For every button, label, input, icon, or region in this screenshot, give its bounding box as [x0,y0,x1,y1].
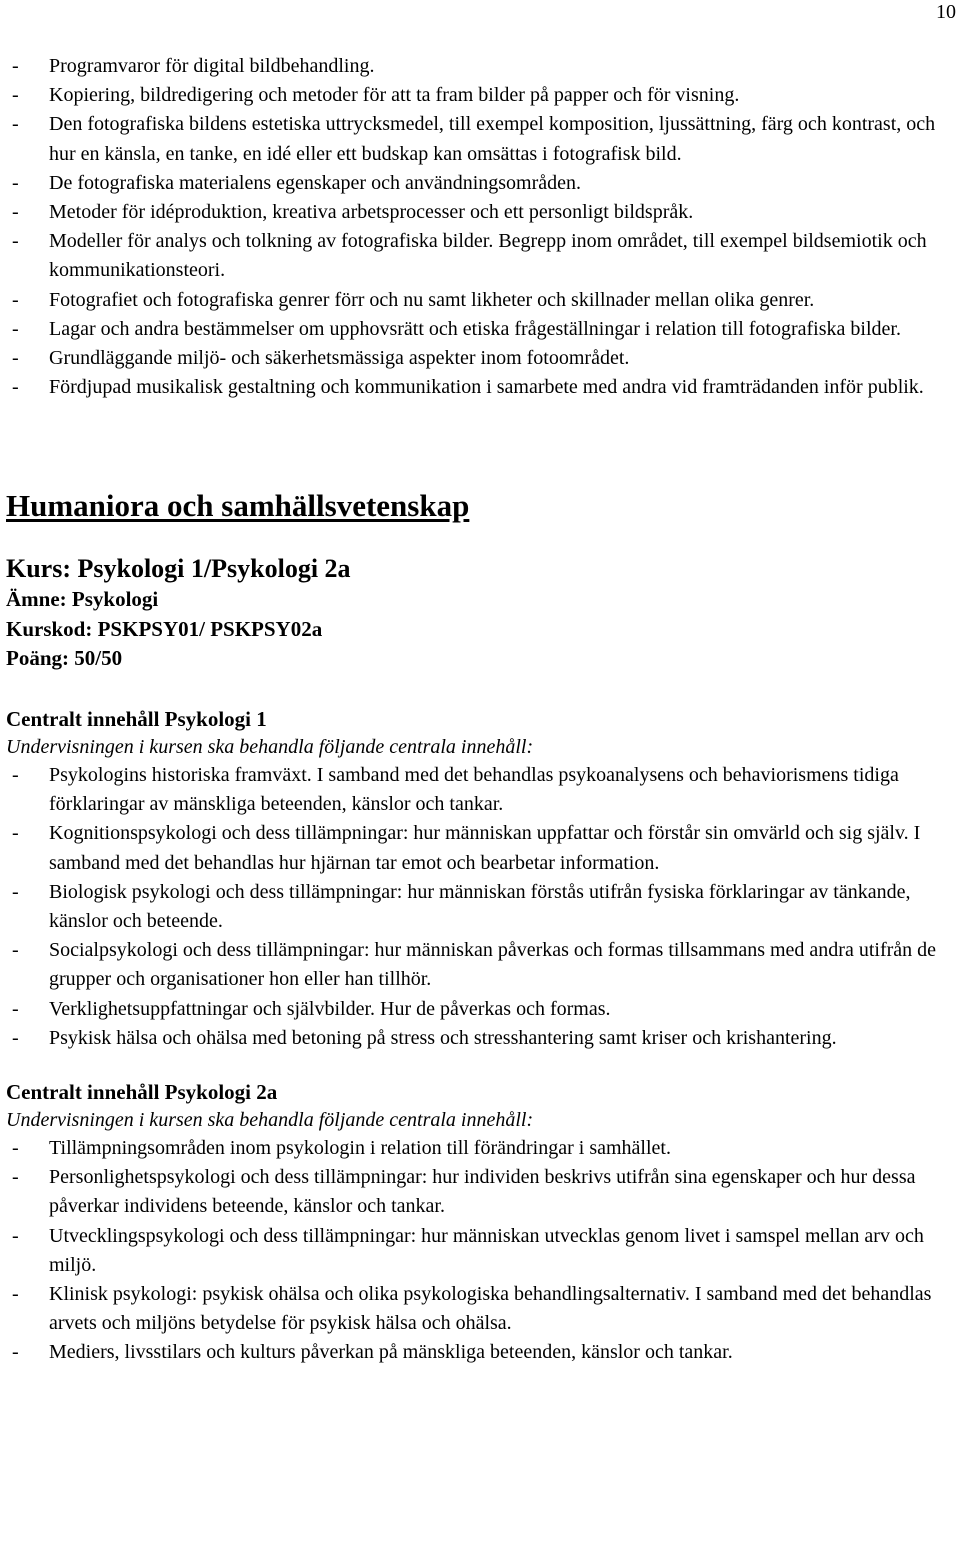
list-item: - Socialpsykologi och dess tillämpningar: hur människan påverkas och formas tillsammans med andra utifrån de grupper och organisationer hon eller han tillhör. [12,939,937,991]
list-item: - Lagar och andra bestämmelser om upphovsrätt och etiska frågeställningar i relation till fotografiska bilder. [12,317,901,340]
list-item: - Programvaror för digital bildbehandling. [12,55,375,77]
section-title: Humaniora och samhällsvetenskap [6,488,470,524]
psyk1-list [6,761,956,1053]
page-number: 10 [936,1,956,23]
list-item: - Mediers, livsstilars och kulturs påverkan på mänskliga beteenden, känslor och tankar. [12,1341,733,1364]
list-item: - Kopiering, bildredigering och metoder för att ta fram bilder på papper och för visning. [12,84,740,107]
list-item: - Klinisk psykologi: psykisk ohälsa och olika psykologiska behandlingsalternativ. I samband med det behandlas arvets och miljöns betydelse för psykisk hälsa och ohälsa. [12,1282,932,1335]
subsection-title: Centralt innehåll Psykologi 1 [6,706,267,731]
subsection-intro: Undervisningen i kursen ska behandla följande centrala innehåll: [6,735,534,758]
course-subject: Ämne: Psykologi [6,587,159,612]
list-item: - De fotografiska materialens egenskaper och användningsområden. [12,171,582,194]
list-item: - Grundläggande miljö- och säkerhetsmässiga aspekter inom fotoområdet. [12,347,630,370]
document-body [6,52,956,1368]
top-list [6,52,956,402]
list-item: - Fotografiet och fotografiska genrer förr och nu samt likheter och skillnader mellan olika genrer. [12,288,815,311]
list-item: - Biologisk psykologi och dess tillämpningar: hur människan förstås utifrån fysiska förklaringar av tänkande, känslor och beteende. [12,880,911,932]
list-item: - Personlighetspsykologi och dess tillämpningar: hur individen beskrivs utifrån sina egenskaper och hur dessa påverkar individens beteende, känslor och tankar. [12,1166,916,1218]
course-info [6,552,956,674]
content-psykologi-2a [6,1078,956,1368]
list-item: - Metoder för idéproduktion, kreativa arbetsprocesser och ett personligt bildspråk. [12,201,694,224]
list-item: - Utvecklingspsykologi och dess tillämpningar: hur människan utvecklas genom livet i samspel mellan arv och miljö. [12,1224,924,1276]
list-item: - Tillämpningsområden inom psykologin i relation till förändringar i samhället. [12,1136,671,1159]
content-psykologi-1 [6,705,956,1053]
list-item: - Verklighetsuppfattningar och självbilder. Hur de påverkas och formas. [12,997,611,1020]
list-item: - Fördjupad musikalisk gestaltning och kommunikation i samarbete med andra vid framträdanden inför publik. [12,376,924,399]
psyk2a-list [6,1134,956,1368]
list-item: - Psykologins historiska framväxt. I samband med det behandlas psykoanalysens och behaviorismens tidiga förklaringar av mänskliga beteenden, känslor och tankar. [12,763,899,816]
list-item: - Kognitionspsykologi och dess tillämpningar: hur människan uppfattar och förstår sin omvärld och sig själv. I samband med det behandlas hur hjärnan tar emot och bearbetar information. [12,822,921,874]
course-name: Kurs: Psykologi 1/Psykologi 2a [6,554,351,584]
subsection-intro: Undervisningen i kursen ska behandla följande centrala innehåll: [6,1108,534,1131]
list-item: - Modeller för analys och tolkning av fotografiska bilder. Begrepp inom området, till exempel bildsemiotik och kommunikationsteori. [12,230,927,282]
course-points: Poäng: 50/50 [6,646,123,671]
subsection-title: Centralt innehåll Psykologi 2a [6,1079,278,1104]
course-code: Kurskod: PSKPSY01/ PSKPSY02a [6,616,323,641]
list-item: - Psykisk hälsa och ohälsa med betoning på stress och stresshantering samt kriser och krishantering. [12,1026,837,1049]
list-item: - Den fotografiska bildens estetiska uttrycksmedel, till exempel komposition, ljussättning, färg och kontrast, och hur en känsla, en tanke, en idé eller ett budskap kan omsättas i fotografisk bild. [12,113,936,165]
